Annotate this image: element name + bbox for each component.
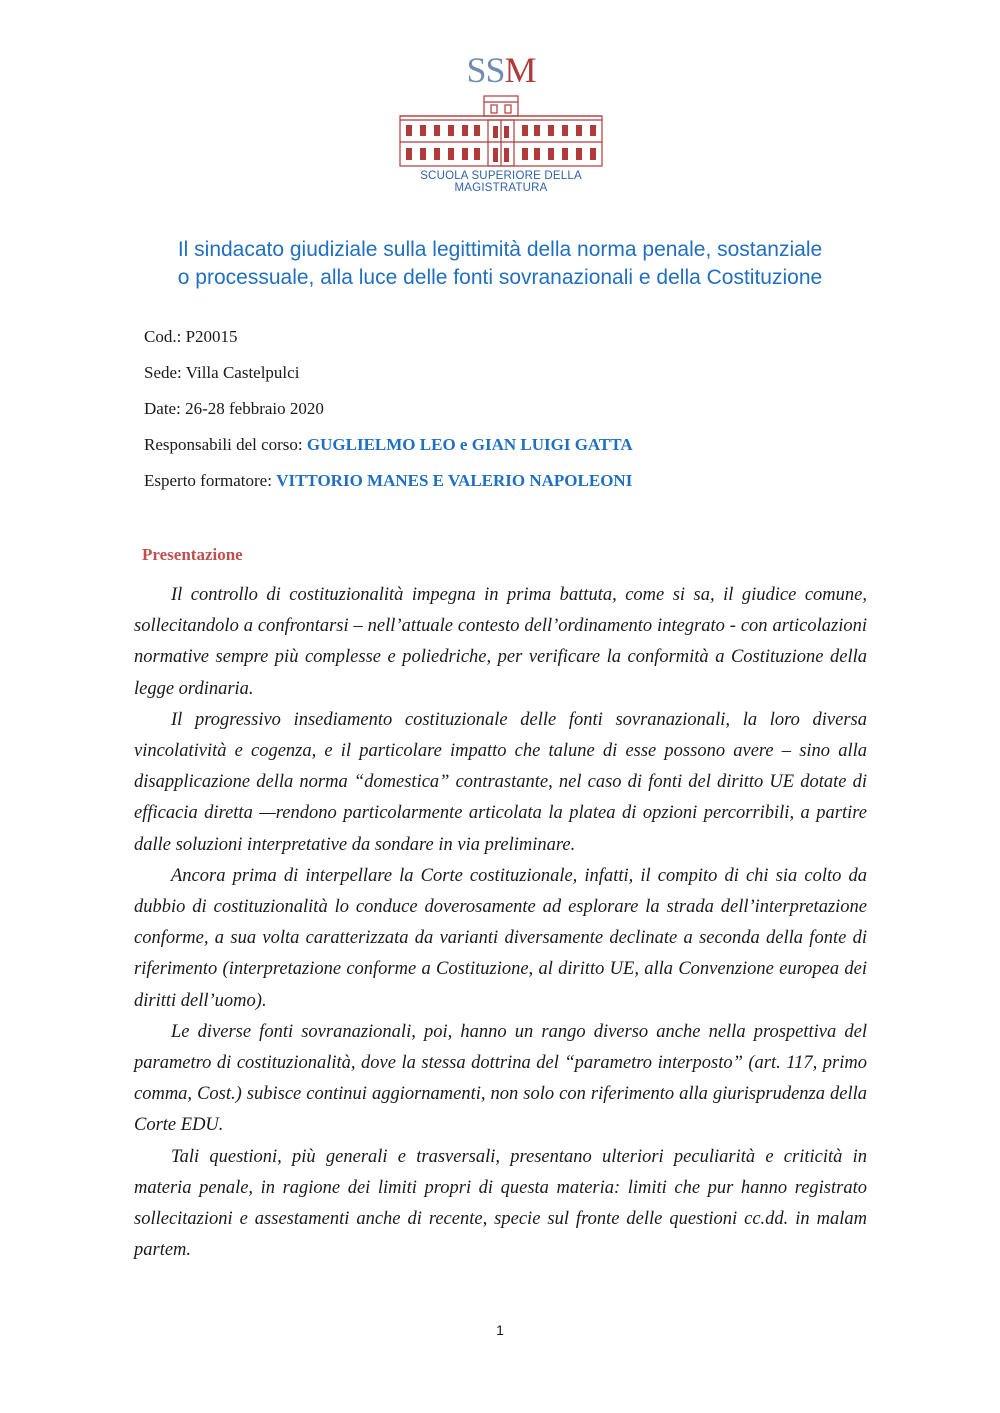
paragraph: Il controllo di costituzionalità impegna in prima battuta, come si sa, il giudice comune, sollecitandolo a confrontarsi – nell’attuale contesto dell’ordinamento integrato - con articolazioni normative sempre più complesse e poliedriche, per verificare la conformità a Costituzione della legge ordinaria.	[134, 585, 867, 699]
document-title	[100, 236, 900, 292]
course-details	[144, 327, 904, 507]
section-heading: Presentazione	[142, 545, 243, 564]
paragraph: Tali questioni, più generali e trasversali, presentano ulteriori peculiarità e criticità in materia penale, in ragione dei limiti propri di questa materia: limiti che pur hanno registrato sollecitazioni e assestamenti anche di recente, specie sul fronte delle questioni cc.dd. in malam partem.	[134, 1146, 867, 1261]
title-line-2: o processuale, alla luce delle fonti sovranazionali e della Costituzione	[177, 266, 823, 289]
ssm-logo	[396, 50, 606, 194]
page-number: 1	[496, 1322, 504, 1338]
course-expert: Esperto formatore: VITTORIO MANES E VALERIO NAPOLEONI	[144, 471, 633, 490]
course-venue: Sede: Villa Castelpulci	[144, 363, 300, 382]
paragraph: Ancora prima di interpellare la Corte costituzionale, infatti, il compito di chi sia colto da dubbio di costituzionalità lo conduce doverosamente ad esplorare la strada dell’interpretazione conforme, a sua volta caratterizzata da varianti diversamente declinate a seconda della fonte di riferimento (interpretazione conforme a Costituzione, al diritto UE, alla Convenzione europea dei diritti dell’uomo).	[134, 865, 867, 1011]
presentation-body	[134, 580, 867, 1266]
title-line-1: Il sindacato giudiziale sulla legittimità della norma penale, sostanziale	[177, 238, 823, 261]
building-icon	[396, 92, 606, 220]
course-dates: Date: 26-28 febbraio 2020	[144, 399, 324, 418]
paragraph: Le diverse fonti sovranazionali, poi, hanno un rango diverso anche nella prospettiva del parametro di costituzionalità, dove la stessa dottrina del “parametro interposto” (art. 117, primo comma, Cost.) subisce continui aggiornamenti, non solo con riferimento alla giurisprudenza della Corte EDU.	[134, 1021, 867, 1136]
paragraph: Il progressivo insediamento costituzionale delle fonti sovranazionali, la loro diversa vincolatività e cogenza, e il particolare impatto che talune di esse possono avere – sino alla disapplicazione della norma “domestica” contrastante, nel caso di fonti del diritto UE dotate di efficacia diretta —rendono particolarmente articolata la platea di opzioni percorribili, a partire dalle soluzioni interpretative da sondare in via preliminare.	[134, 709, 867, 855]
logo-wordmark: SSM	[466, 50, 536, 90]
course-code: Cod.: P20015	[144, 327, 238, 346]
logo-caption: SCUOLA SUPERIORE DELLA MAGISTRATURA	[420, 170, 582, 194]
course-managers: Responsabili del corso: GUGLIELMO LEO e GIAN LUIGI GATTA	[144, 435, 633, 454]
